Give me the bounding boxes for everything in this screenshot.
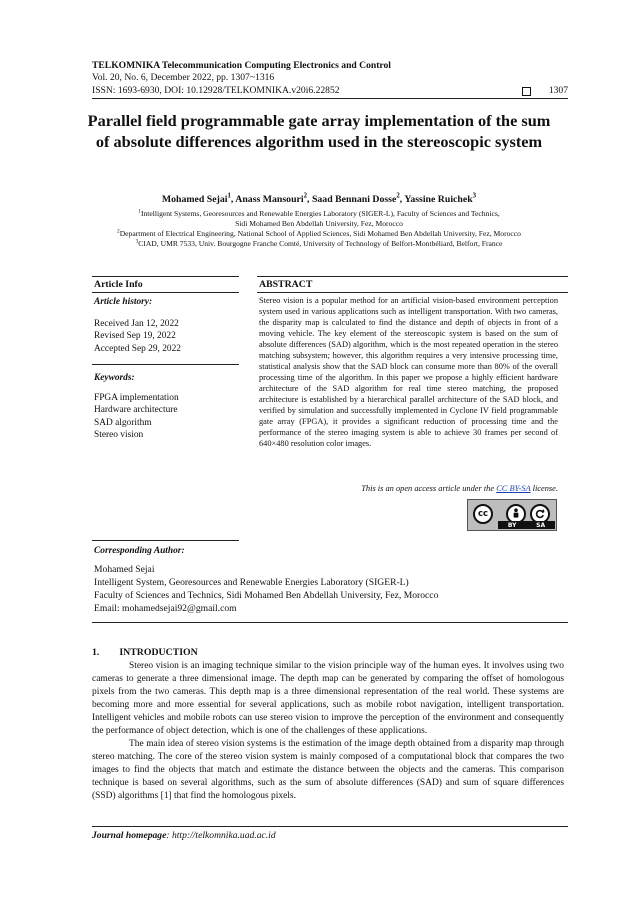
author-name: Yassine Ruichek [404, 194, 473, 205]
keywords-label: Keywords: [94, 373, 135, 383]
affiliation-mark: 3 [135, 238, 139, 245]
keyword: Hardware architecture [94, 405, 178, 416]
journal-issn-doi: ISSN: 1693-6930, DOI: 10.12928/TELKOMNIKA.v20i6.22852 [92, 84, 340, 96]
front-matter-bottom-rule [92, 622, 568, 623]
affiliation-line [74, 219, 564, 229]
abstract-heading-rule [257, 292, 568, 293]
section-title: INTRODUCTION [119, 647, 198, 658]
affiliation-list [74, 209, 564, 249]
author-separator: , [399, 194, 405, 205]
journal-footer [92, 830, 276, 841]
footer-rule [92, 826, 568, 827]
author-separator: , [230, 194, 236, 205]
header-rule [92, 98, 568, 99]
introduction-paragraph: Stereo vision is an imaging technique similar to the vision principle way of the human eyes. It involves using two cameras to generate a three dimensional image. The depth map can be generated by comparing the offset of homologous pixels from the two cameras. This depth map is a three dimensional representation of the real world. These systems are becoming more and more essential for several applications, such as mobile robot navigation, intelligent transportation. Intelligent vehicles and mobile robots can use stereo vision to improve the perception of the environment and consequently the performance of object detection, which is one of the challenges of these applications. [92, 661, 564, 736]
open-access-statement [259, 484, 558, 493]
corresponding-line: Intelligent System, Georesources and Renewable Energies Laboratory (SIGER-L) [94, 577, 409, 588]
share-alike-arrow-icon [534, 508, 546, 520]
info-heading-rule [92, 292, 239, 293]
author-name: Anass Mansouri [235, 194, 304, 205]
author-affiliation-mark: 3 [472, 192, 477, 200]
author-name: Mohamed Sejai [161, 194, 228, 205]
corresponding-line: Faculty of Sciences and Technics, Sidi Mohamed Ben Abdellah University, Fez, Morocco [94, 590, 439, 601]
person-icon [511, 508, 521, 520]
cc-badge-strip [498, 521, 555, 529]
info-top-rule [92, 276, 239, 277]
journal-homepage-label: Journal homepage [92, 830, 167, 841]
affiliation-text: Sidi Mohamed Ben Abdellah University, Fez, Morocco [235, 218, 403, 228]
introduction-heading [92, 647, 198, 658]
author-affiliation-mark: 2 [303, 192, 308, 200]
keyword-list [94, 392, 179, 441]
corresponding-line: Email: mohamedsejai92@gmail.com [94, 603, 237, 614]
article-history-label: Article history: [94, 297, 153, 307]
author-name: Saad Bennani Dosse [311, 194, 397, 205]
open-access-prefix: This is an open access article under the [361, 484, 497, 493]
affiliation-line [74, 209, 564, 219]
affiliation-text: Department of Electrical Engineering, National School of Applied Sciences, Sidi Mohamed Ben Abdellah University, Fez, Morocco [119, 228, 521, 238]
affiliation-text: CIAD, UMR 7533, Univ. Bourgogne Franche Comté, University of Technology of Belfort-Montbéliard, Belfort, France [138, 238, 503, 248]
paper-title: Parallel field programmable gate array implementation of the sum of absolute differences algorithm used in the stereoscopic system [87, 111, 551, 151]
corresponding-author-label: Corresponding Author: [94, 546, 185, 556]
article-history [94, 318, 181, 355]
cc-logo-icon: cc [473, 504, 493, 524]
journal-homepage-url[interactable]: : http://telkomnika.uad.ac.id [166, 830, 276, 841]
journal-name: TELKOMNIKA Telecommunication Computing Electronics and Control [92, 60, 391, 71]
history-date: Accepted Sep 29, 2022 [94, 343, 181, 354]
keyword: SAD algorithm [94, 417, 152, 428]
cc-sa-label: SA [536, 521, 546, 529]
abstract-text: Stereo vision is a popular method for an artificial vision-based environment perception system used in various applications such as intelligent transportation. With two cameras, the disparity map is calculated to find the distance and depth of objects in front of a moving vehicle. The key element of the stereoscopic system is based on the sum of absolute differences (SAD) algorithm, which is the most repeated operation in the stereo matching subsystem; however, this algorithm requires a very intensive processing time, statistical analysis show that the SAD block can consume more than 80% of the overall processing time of the algorithm. In this paper we propose a highly efficient hardware architecture of the SAD algorithm for real time stereo matching, the proposed architecture is established by a hierarchical parallel architecture of the SAD block, and verified by simulation and successfully implemented in Cyclone IV field programmable gate array (FPGA), it provides a significant reduction of processing time and the performance of the stereo imaging system is able to achieve 30 frames per second of 640×480 resolution color images. [259, 296, 558, 448]
introduction-paragraph: The main idea of stereo vision systems is the estimation of the image depth obtained from a disparity map through stereo matching. The core of the stereo vision system is mainly composed of a computational block that compares the two images to find the objects that match and estimate the distance between the objects and the cameras. This comparison technique is based on several algorithms, such as the sum of absolute differences (SAD) and sum of square differences (SSD) algorithms [1] that find the homologous pixels. [92, 738, 564, 801]
history-rule [92, 364, 239, 365]
section-number: 1. [92, 647, 100, 658]
abstract-top-rule [257, 276, 568, 277]
introduction-body [92, 660, 564, 802]
affiliation-line [74, 229, 564, 239]
author-affiliation-mark: 1 [227, 192, 231, 200]
affiliation-text: Intelligent Systems, Georesources and Renewable Energies Laboratory (SIGER-L), Faculty of Sciences and Technics, [140, 209, 500, 218]
corresponding-top-rule [92, 540, 239, 541]
cc-by-sa-badge[interactable] [467, 499, 557, 531]
page-number: 1307 [548, 84, 568, 96]
square-bullet-icon [522, 87, 531, 96]
author-list [80, 194, 558, 205]
cc-by-sa-link[interactable]: CC BY-SA [496, 484, 531, 493]
abstract-heading: ABSTRACT [259, 279, 313, 290]
author-affiliation-mark: 2 [396, 192, 400, 200]
history-date: Revised Sep 19, 2022 [94, 331, 176, 342]
author-separator: , [307, 194, 312, 205]
open-access-suffix: license. [530, 484, 558, 493]
affiliation-line [74, 239, 564, 249]
cc-by-label: BY [507, 521, 517, 529]
history-date: Received Jan 12, 2022 [94, 319, 179, 329]
keyword: FPGA implementation [94, 393, 179, 403]
keyword: Stereo vision [94, 429, 144, 440]
corresponding-author-details [94, 563, 438, 615]
journal-header [92, 60, 568, 97]
corresponding-line: Mohamed Sejai [94, 564, 155, 575]
journal-volume: Vol. 20, No. 6, December 2022, pp. 1307~1316 [92, 72, 275, 84]
article-info-heading: Article Info [94, 279, 143, 290]
affiliation-mark: 2 [117, 228, 120, 235]
affiliation-mark: 1 [138, 208, 141, 215]
